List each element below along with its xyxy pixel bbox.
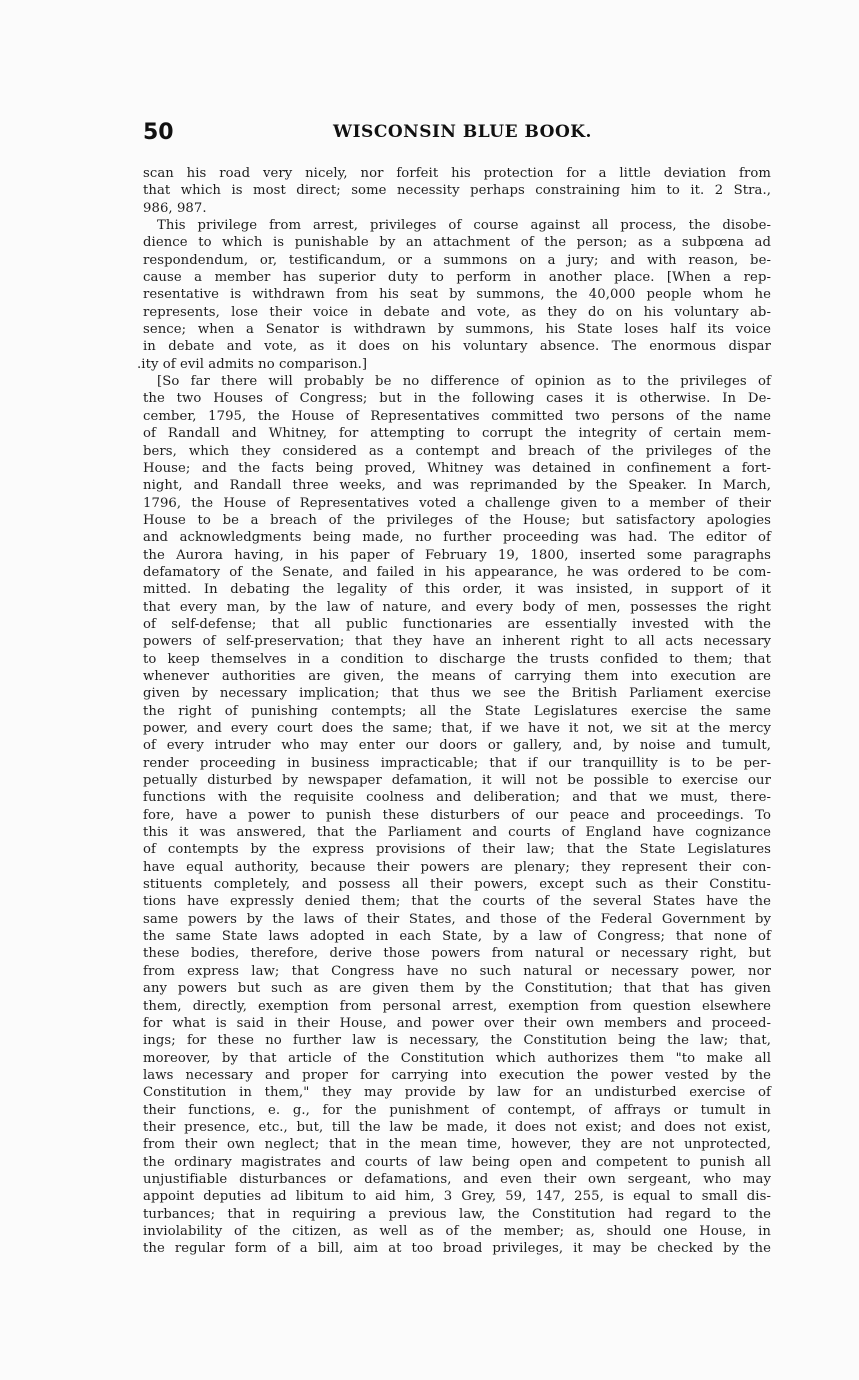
text-line: .ity of evil admits no comparison.] — [137, 356, 368, 372]
text-line: for what is said in their House, and power over their own members and proceed- — [143, 1015, 771, 1031]
text-line: cember, 1795, the House of Representatives committed two persons of the name — [143, 408, 771, 424]
text-line: functions with the requisite coolness and deliberation; and that we must, there- — [143, 790, 771, 806]
text-line: the regular form of a bill, aim at too broad privileges, it may be checked by the — [143, 1241, 771, 1257]
text-line: House; and the facts being proved, Whitney was detained in confinement a fort- — [143, 460, 771, 476]
text-line: render proceeding in business impracticable; that if our tranquillity is to be per- — [143, 755, 771, 771]
text-line: this it was answered, that the Parliament and courts of England have cognizance — [143, 825, 771, 841]
text-line: turbances; that in requiring a previous law, the Constitution had regard to the — [143, 1206, 771, 1222]
text-line: and acknowledgments being made, no further proceeding was had. The editor of — [143, 530, 771, 546]
text-line: mitted. In debating the legality of this order, it was insisted, in support of it — [143, 582, 771, 598]
text-line: whenever authorities are given, the means of carrying them into execution are — [143, 668, 771, 684]
text-line: of contempts by the express provisions of their law; that the State Legislatures — [143, 842, 771, 858]
text-line: their functions, e. g., for the punishment of contempt, of affrays or tumult in — [143, 1102, 771, 1118]
text-line: [So far there will probably be no difference of opinion as to the privileges of — [157, 374, 771, 390]
text-line: from express law; that Congress have no such natural or necessary power, nor — [143, 963, 771, 979]
text-line: cause a member has superior duty to perform in another place. [When a rep- — [143, 270, 771, 286]
text-line: 986, 987. — [143, 200, 207, 216]
text-line: them, directly, exemption from personal arrest, exemption from question elsewhere — [143, 998, 771, 1014]
text-line: the Aurora having, in his paper of February 19, 1800, inserted some paragraphs — [143, 547, 771, 563]
text-line: scan his road very nicely, nor forfeit his protection for a little deviation from — [143, 166, 771, 181]
text-line: sence; when a Senator is withdrawn by summons, his State loses half its voice — [143, 322, 771, 338]
text-line: 1796, the House of Representatives voted a challenge given to a member of their — [143, 495, 771, 511]
text-line: these bodies, therefore, derive those powers from natural or necessary right, but — [143, 946, 771, 962]
text-line: Constitution in them," they may provide by law for an undisturbed exercise of — [143, 1085, 771, 1101]
text-line: the two Houses of Congress; but in the following cases it is otherwise. In De- — [143, 391, 771, 407]
text-line: power, and every court does the same; that, if we have it not, we sit at the mercy — [143, 721, 771, 736]
body-text — [137, 165, 771, 1258]
text-line: of every intruder who may enter our doors or gallery, and, by noise and tumult, — [143, 738, 771, 754]
text-line: House to be a breach of the privileges of the House; but satisfactory apologies — [143, 512, 771, 528]
text-line: This privilege from arrest, privileges of course against all process, the disobe- — [157, 218, 771, 234]
text-line: any powers but such as are given them by the Constitution; that that has given — [143, 981, 771, 997]
running-title: WISCONSIN BLUE BOOK. — [333, 122, 592, 142]
text-line: inviolability of the citizen, as well as of the member; as, should one House, in — [143, 1223, 771, 1239]
text-line: tions have expressly denied them; that the courts of the several States have the — [143, 894, 771, 910]
text-line: the same State laws adopted in each State, by a law of Congress; that none of — [143, 929, 771, 945]
text-line: to keep themselves in a condition to discharge the trusts confided to them; that — [143, 651, 771, 667]
text-line: resentative is withdrawn from his seat by summons, the 40,000 people whom he — [143, 287, 771, 303]
text-line: dience to which is punishable by an attachment of the person; as a subpœna ad — [143, 235, 771, 251]
text-line: moreover, by that article of the Constitution which authorizes them "to make all — [143, 1050, 771, 1066]
page-number: 50 — [143, 120, 174, 145]
page-header — [143, 120, 773, 146]
text-line: of self-defense; that all public functionaries are essentially invested with the — [143, 616, 771, 632]
text-line: the ordinary magistrates and courts of law being open and competent to punish all — [143, 1154, 771, 1170]
text-line: fore, have a power to punish these disturbers of our peace and proceedings. To — [143, 807, 771, 823]
text-line: night, and Randall three weeks, and was reprimanded by the Speaker. In March, — [143, 478, 771, 494]
text-line: the right of punishing contempts; all the State Legislatures exercise the same — [143, 703, 771, 719]
text-line: laws necessary and proper for carrying into execution the power vested by the — [143, 1067, 771, 1083]
text-line: defamatory of the Senate, and failed in his appearance, he was ordered to be com- — [143, 564, 771, 580]
text-line: unjustifiable disturbances or defamations, and even their own sergeant, who may — [143, 1171, 771, 1187]
text-line: that which is most direct; some necessity perhaps constraining him to it. 2 Stra., — [143, 183, 771, 199]
text-line: ings; for these no further law is necessary, the Constitution being the law; that, — [143, 1033, 771, 1049]
text-line: that every man, by the law of nature, and every body of men, possesses the right — [143, 599, 771, 615]
text-line: in debate and vote, as it does on his voluntary absence. The enormous dispar — [143, 339, 771, 355]
text-line: have equal authority, because their powers are plenary; they represent their con- — [143, 859, 771, 875]
text-line: appoint deputies ad libitum to aid him, 3 Grey, 59, 147, 255, is equal to small dis- — [143, 1189, 771, 1205]
text-line: their presence, etc., but, till the law be made, it does not exist; and does not exist, — [143, 1119, 771, 1135]
text-line: bers, which they considered as a contempt and breach of the privileges of the — [143, 443, 771, 459]
text-line: stituents completely, and possess all their powers, except such as their Constitu- — [143, 877, 771, 893]
text-line: petually disturbed by newspaper defamation, it will not be possible to exercise our — [143, 773, 771, 789]
text-line: given by necessary implication; that thus we see the British Parliament exercise — [143, 686, 771, 702]
text-line: from their own neglect; that in the mean time, however, they are not unprotected, — [143, 1137, 771, 1153]
text-line: same powers by the laws of their States, and those of the Federal Government by — [143, 911, 771, 927]
text-line: represents, lose their voice in debate and vote, as they do on his voluntary ab- — [143, 304, 771, 320]
text-line: of Randall and Whitney, for attempting to corrupt the integrity of certain mem- — [143, 426, 771, 442]
text-line: respondendum, or, testificandum, or a summons on a jury; and with reason, be- — [143, 252, 771, 268]
text-line: powers of self-preservation; that they have an inherent right to all acts necessary — [143, 634, 771, 650]
